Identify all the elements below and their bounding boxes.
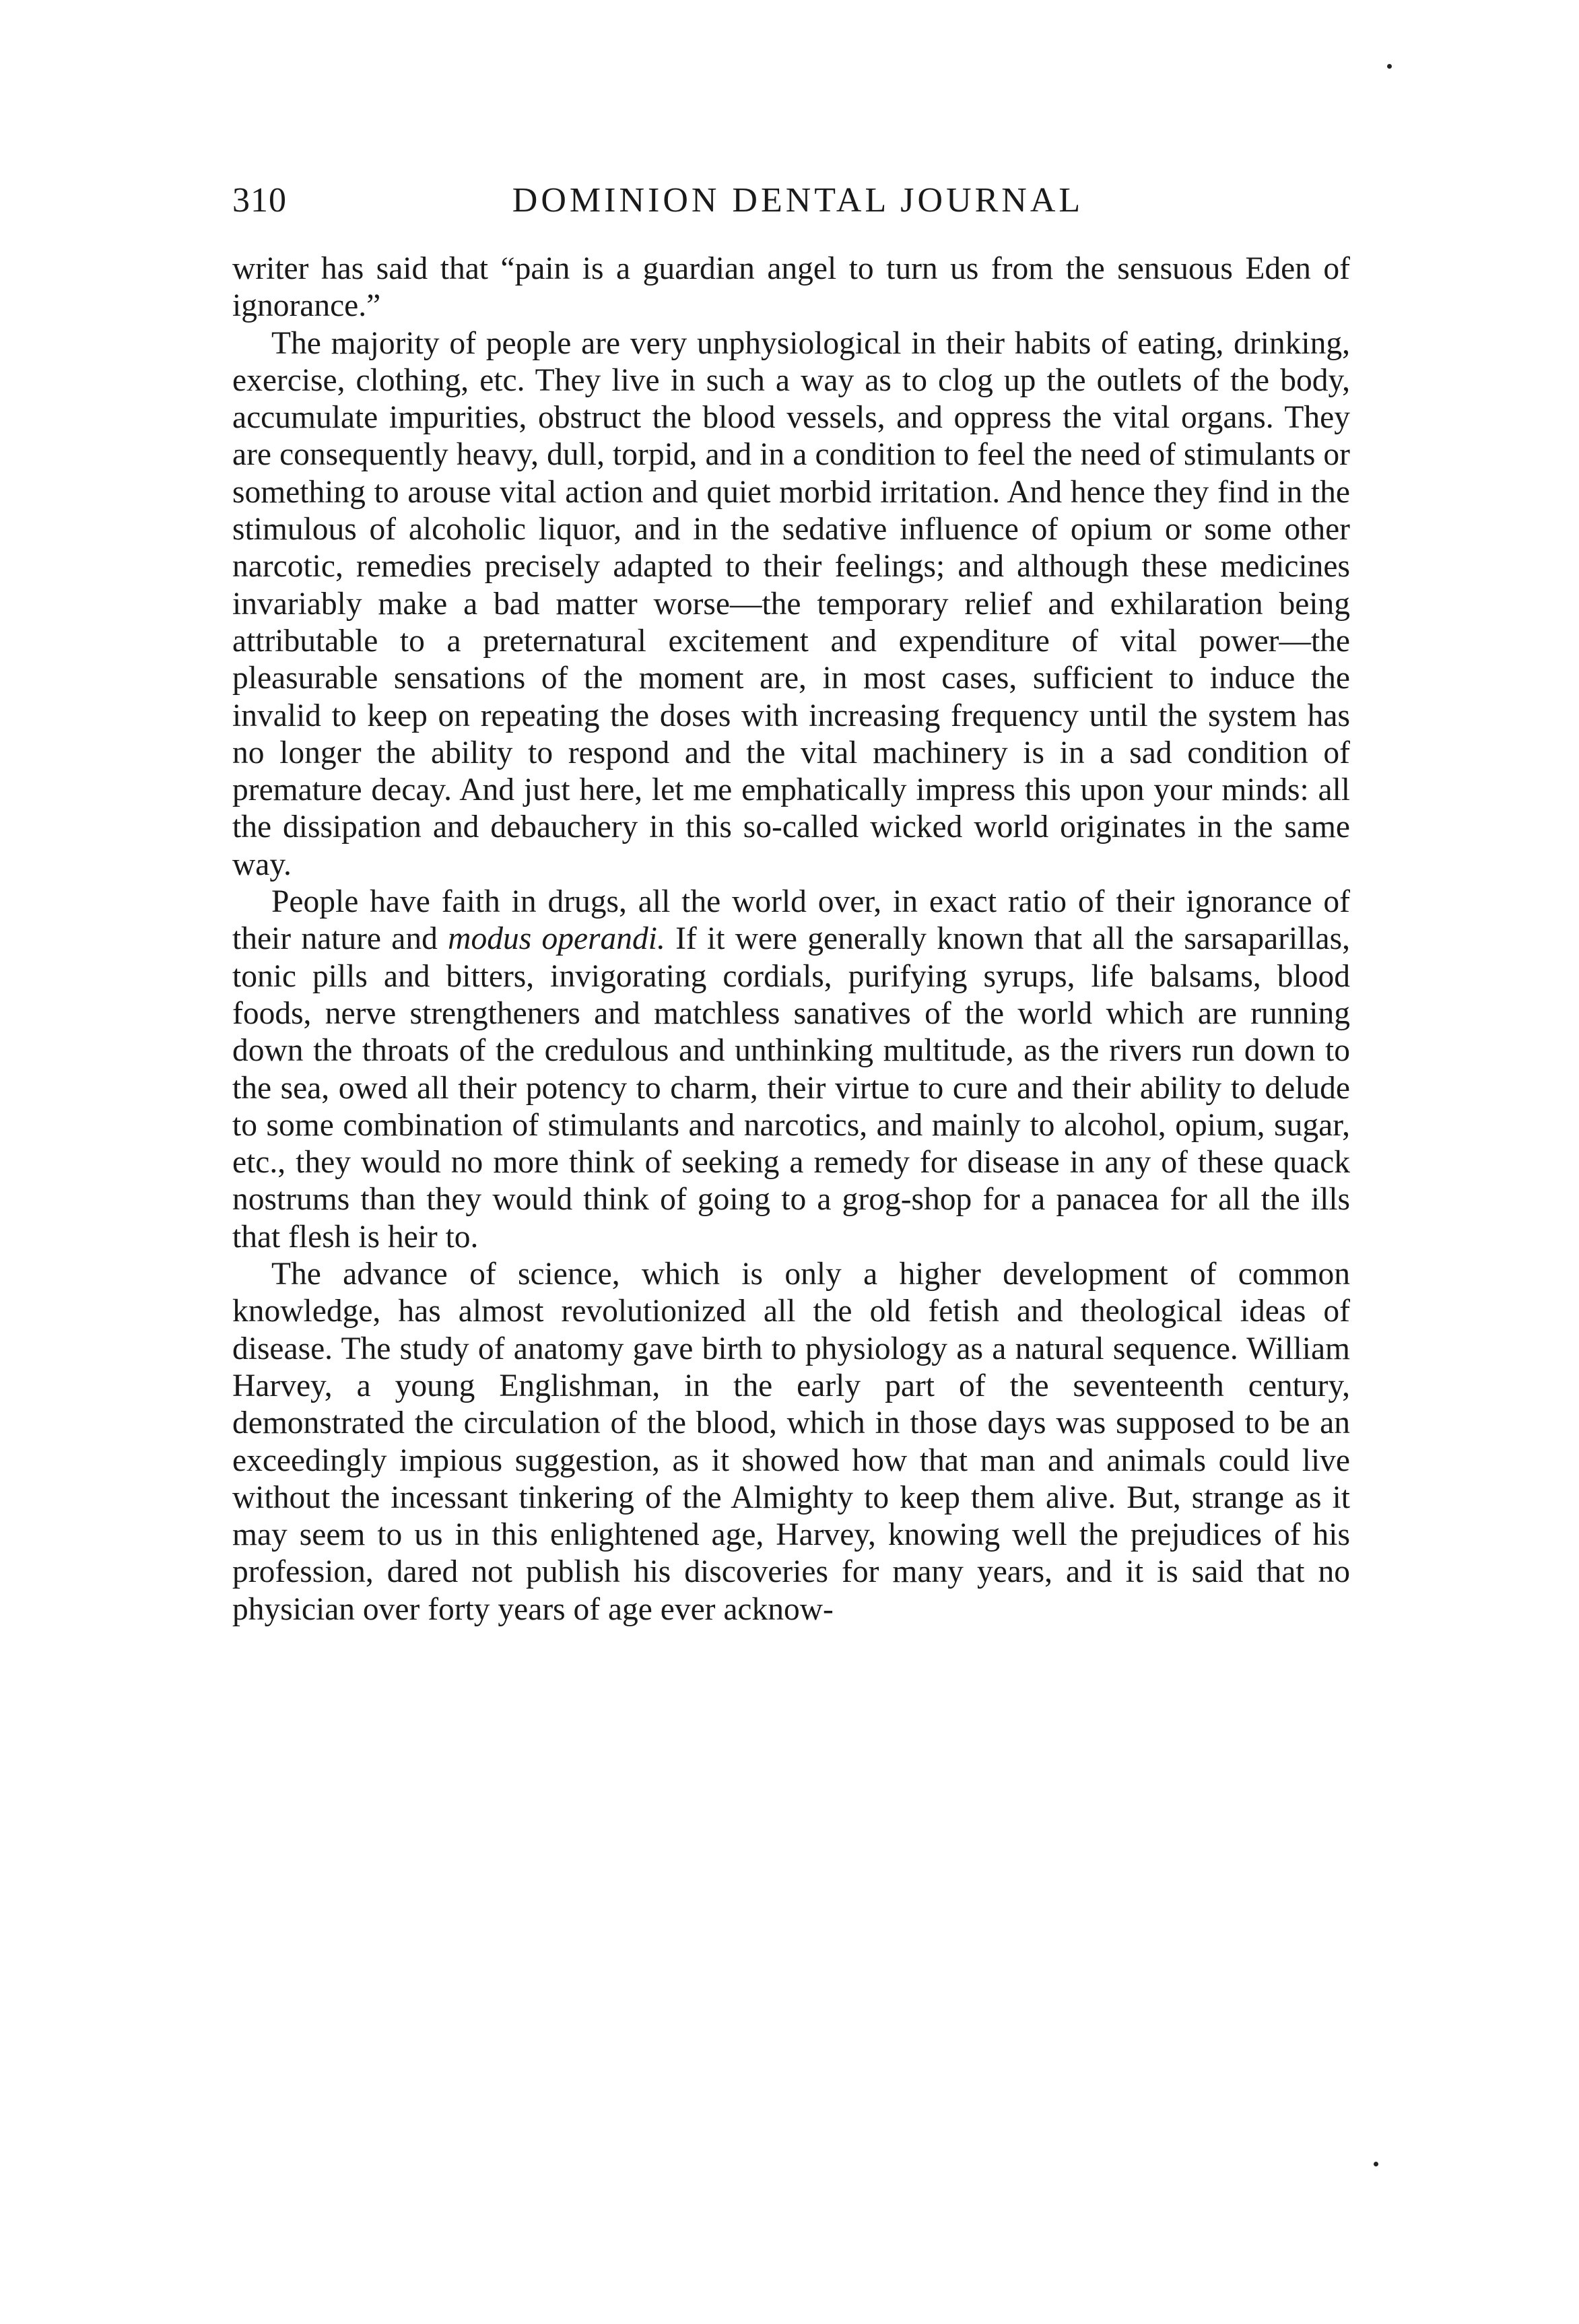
article-body [232, 251, 1350, 1628]
scan-speck [1387, 64, 1392, 69]
paragraph-drugs-text-before: People have faith in drugs, all the world over, in exact ratio of their ignorance of their nature and [232, 884, 1350, 957]
italic-phrase: modus operandi. [448, 921, 665, 957]
scan-speck [1374, 2162, 1378, 2166]
running-head: DOMINION DENTAL JOURNAL [512, 181, 1084, 220]
paragraph-science: The advance of science, which is only a higher development of common knowledge, has almost revolutionized all the old fetish and theological ideas of disease. The study of anatomy gave birth to physiology as a natural sequence. William Harvey, a young Englishman, in the early part of the seventeenth century, demonstrated the circulation of the blood, which in those days was supposed to be an exceedingly impious suggestion, as it showed how that man and animals could live without the incessant tinkering of the Almighty to keep them alive. But, strange as it may seem to us in this enlightened age, Harvey, knowing well the prejudices of his profession, dared not publish his discoveries for many years, and it is said that no physician over forty years of age ever acknow- [232, 1257, 1350, 1627]
paragraph-drugs [232, 884, 1350, 1256]
paragraph-habits: The majority of people are very unphysiological in their habits of eating, drinking, exercise, clothing, etc. They live in such a way as to clog up the outlets of the body, accumulate impurities, obstruct the blood vessels, and oppress the vital organs. They are consequently heavy, dull, torpid, and in a condition to feel the need of stimulants or something to arouse vital action and quiet morbid irritation. And hence they find in the stimulous of alcoholic liquor, and in the sedative influence of opium or some other narcotic, remedies precisely adapted to their feelings; and although these medicines invariably make a bad matter worse—the temporary relief and exhilaration being attributable to a preternatural excitement and expenditure of vital power—the pleasurable sensations of the moment are, in most cases, sufficient to induce the invalid to keep on repeating the doses with increasing frequency until the system has no longer the ability to respond and the vital machinery is in a sad condition of premature decay. And just here, let me emphatically impress this upon your minds: all the dissipation and debauchery in this so-called wicked world originates in the same way. [232, 325, 1350, 882]
paragraph-continued: writer has said that “pain is a guardian angel to turn us from the sensuous Eden of ignorance.” [232, 251, 1350, 324]
page-header [232, 180, 1364, 228]
page-number: 310 [232, 181, 287, 220]
paragraph-drugs-text-after: If it were generally known that all the sarsaparillas, tonic pills and bitters, invigorating cordials, purifying syrups, life balsams, blood foods, nerve strengtheners and matchless sanatives of the world which are running down the throats of the credulous and unthinking multitude, as the rivers run down to the sea, owed all their potency to charm, their virtue to cure and their ability to delude to some combination of stimulants and narcotics, and mainly to alcohol, opium, sugar, etc., they would no more think of seeking a remedy for disease in any of these quack nostrums than they would think of going to a grog-shop for a panacea for all the ills that flesh is heir to. [232, 921, 1351, 1255]
